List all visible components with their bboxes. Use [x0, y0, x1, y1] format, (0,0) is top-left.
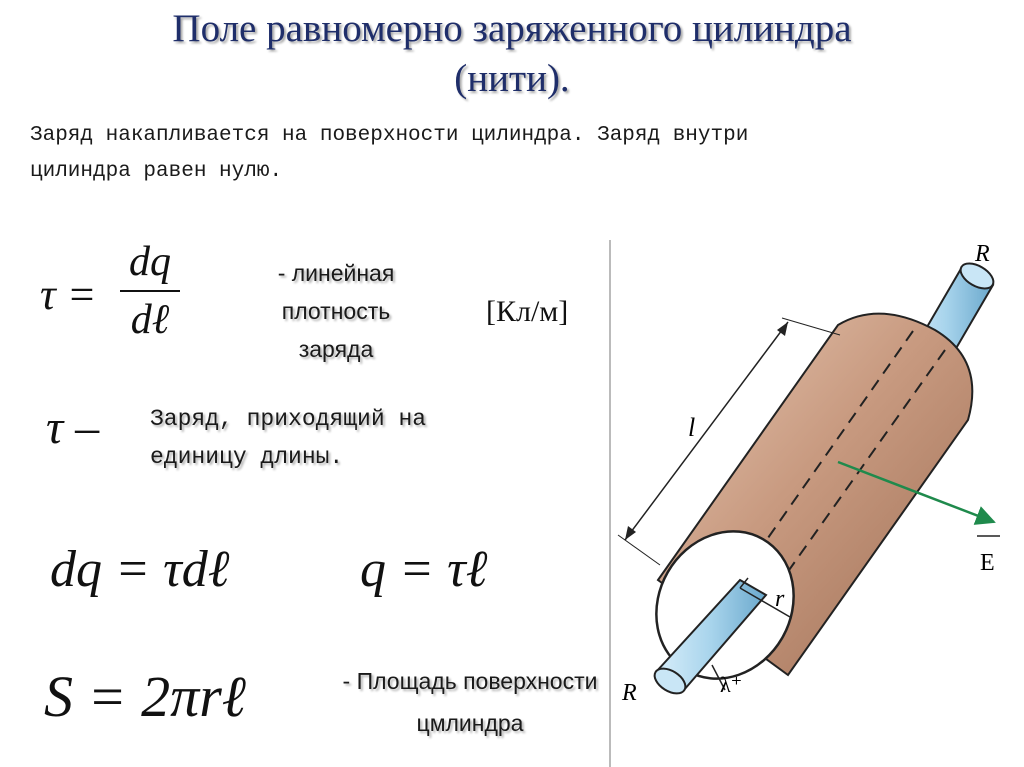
title-line-2: (нити).	[454, 57, 570, 100]
formula-q: q = τℓ	[360, 541, 488, 598]
fraction-numerator: dq	[129, 239, 171, 285]
formula-area: S = 2πrℓ	[44, 664, 246, 729]
tau-def-line-1: Заряд, приходящий на	[150, 406, 427, 432]
tau-lhs: τ =	[40, 270, 97, 319]
fraction-bar	[120, 290, 180, 292]
cylinder-diagram	[608, 236, 1024, 767]
label-lambda: λ⁺	[720, 672, 743, 697]
area-desc-line-1: - Площадь поверхности	[342, 668, 598, 694]
label-R-top: R	[975, 241, 990, 267]
desc-line-1: - линейная	[277, 260, 395, 286]
title-line-1: Поле равномерно заряженного цилиндра	[172, 7, 852, 50]
tau-fraction	[120, 238, 180, 344]
formula-dq: dq = τdℓ	[50, 541, 230, 598]
linear-density-description	[236, 254, 436, 368]
label-E: E	[980, 550, 995, 576]
tau-symbol: τ –	[46, 401, 100, 454]
area-description	[290, 660, 650, 744]
label-R-bottom: R	[622, 680, 637, 706]
intro-line-1: Заряд накапливается на поверхности цилиндра. Заряд внутри	[30, 124, 749, 147]
tau-def-line-2: единицу длины.	[150, 444, 344, 470]
intro-text	[30, 118, 970, 190]
unit-label: [Кл/м]	[486, 295, 569, 328]
label-l: l	[688, 413, 696, 442]
tau-definition-text	[150, 400, 426, 476]
label-r: r	[775, 586, 785, 612]
area-desc-line-2: цмлиндра	[416, 710, 524, 736]
desc-line-2: плотность	[281, 298, 391, 324]
slide-title	[0, 4, 1024, 104]
intro-line-2: цилиндра равен нулю.	[30, 160, 283, 183]
desc-line-3: заряда	[298, 336, 374, 362]
fraction-denominator: dℓ	[130, 297, 170, 343]
